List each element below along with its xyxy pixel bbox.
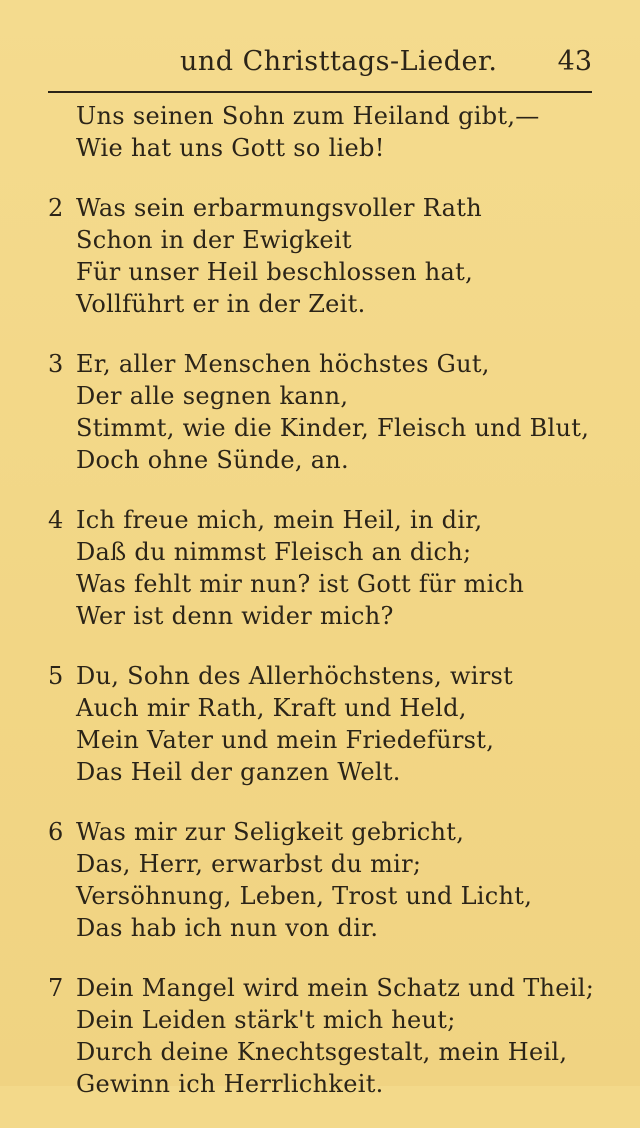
- verse-line: Mein Vater und mein Friedefürst,: [76, 726, 495, 754]
- verse-line: Du, Sohn des Allerhöchstens, wirst: [76, 662, 514, 690]
- verse-line: Ich freue mich, mein Heil, in dir,: [76, 506, 483, 534]
- verse-line: Was mir zur Seligkeit gebricht,: [76, 818, 465, 846]
- verse-line: Er, aller Menschen höchstes Gut,: [76, 350, 490, 378]
- verse-line: Was fehlt mir nun? ist Gott für mich: [76, 570, 525, 598]
- stanza-number: 2: [48, 194, 64, 222]
- verse-line: Dein Mangel wird mein Schatz und Theil;: [76, 974, 595, 1002]
- stanza-2: [48, 192, 608, 320]
- page-number: 43: [557, 46, 592, 77]
- stanza-7: [48, 972, 608, 1100]
- verse-line: Vollführt er in der Zeit.: [76, 290, 366, 318]
- verse-line: Was sein erbarmungsvoller Rath: [76, 194, 482, 222]
- verse-line: Schon in der Ewigkeit: [76, 226, 352, 254]
- verse-line: Das hab ich nun von dir.: [76, 914, 379, 942]
- verse-line: Gewinn ich Herrlichkeit.: [76, 1070, 384, 1098]
- hymn-text: [48, 100, 608, 1128]
- verse-line: Durch deine Knechtsgestalt, mein Heil,: [76, 1038, 568, 1066]
- verse-line: Auch mir Rath, Kraft und Held,: [76, 694, 467, 722]
- verse-line: Uns seinen Sohn zum Heiland gibt,—: [76, 102, 540, 130]
- verse-line: Doch ohne Sünde, an.: [76, 446, 349, 474]
- stanza-number: 6: [48, 818, 64, 846]
- stanza-number: 4: [48, 506, 64, 534]
- stanza-4: [48, 504, 608, 632]
- verse-line: Wie hat uns Gott so lieb!: [76, 134, 385, 162]
- verse-line: Das, Herr, erwarbst du mir;: [76, 850, 422, 878]
- stanza-5: [48, 660, 608, 788]
- header-rule: [48, 91, 592, 93]
- verse-line: Der alle segnen kann,: [76, 382, 349, 410]
- verse-line: Das Heil der ganzen Welt.: [76, 758, 401, 786]
- verse-line: Für unser Heil beschlossen hat,: [76, 258, 474, 286]
- verse-line: Versöhnung, Leben, Trost und Licht,: [76, 882, 533, 910]
- stanza-continuation: [48, 100, 608, 164]
- verse-line: Daß du nimmst Fleisch an dich;: [76, 538, 472, 566]
- stanza-number: 7: [48, 974, 64, 1002]
- stanza-number: 3: [48, 350, 64, 378]
- stanza-number: 5: [48, 662, 64, 690]
- running-title: und Christtags-Lieder.: [180, 46, 498, 77]
- stanza-6: [48, 816, 608, 944]
- page-header: [0, 46, 640, 86]
- verse-line: Stimmt, wie die Kinder, Fleisch und Blut,: [76, 414, 590, 442]
- verse-line: Dein Leiden stärk't mich heut;: [76, 1006, 456, 1034]
- stanza-3: [48, 348, 608, 476]
- verse-line: Wer ist denn wider mich?: [76, 602, 394, 630]
